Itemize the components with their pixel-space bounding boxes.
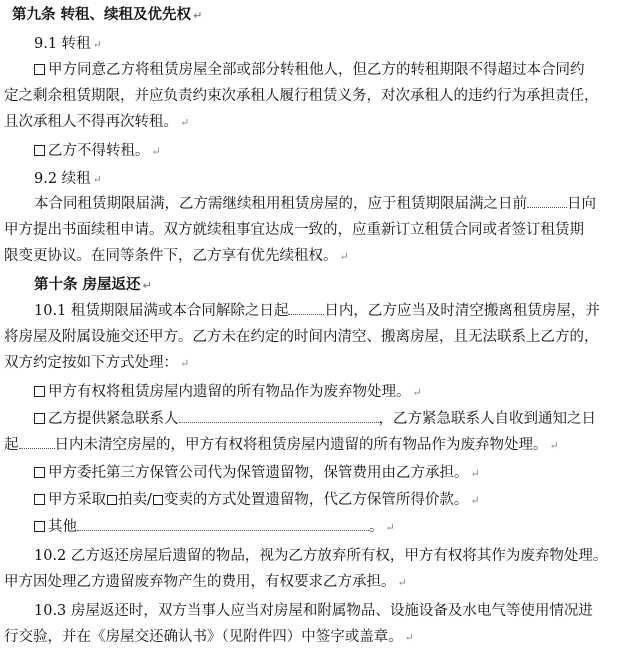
checkbox-icon[interactable] — [34, 521, 45, 532]
clause-10-option-discard: 甲方有权将租赁房屋内遗留的所有物品作为废弃物处理。 ↵ — [34, 381, 640, 404]
clause-9-1-option-deny: 乙方不得转租。 ↵ — [34, 140, 640, 163]
section-10-title: 第十条 房屋返还 ↵ — [34, 277, 152, 293]
paragraph-mark: ↵ — [92, 173, 102, 186]
checkbox-icon[interactable] — [34, 145, 45, 156]
checkbox-icon[interactable] — [34, 386, 45, 397]
section-9-title: 第九条 转租、续租及优先权 ↵ — [12, 7, 203, 23]
paragraph-mark: ↵ — [470, 467, 480, 480]
checkbox-icon[interactable] — [153, 495, 163, 505]
paragraph-mark: ↵ — [339, 250, 349, 263]
checkbox-icon[interactable] — [34, 413, 45, 424]
clause-10-3-text-end: 行交验，并在《房屋交还确认书》（见附件四）中签字或盖章。 ↵ — [4, 629, 414, 645]
checkbox-icon[interactable] — [107, 495, 117, 505]
other-blank[interactable] — [77, 516, 369, 531]
paragraph-mark: ↵ — [151, 145, 161, 158]
paragraph-mark: ↵ — [397, 576, 407, 589]
paragraph-mark: ↵ — [470, 494, 480, 507]
clause-10-1-text: 10.1 租赁期限届满或本合同解除之日起 日内，乙方应当及时清空搬离租赁房屋，并 — [34, 300, 640, 322]
clause-10-1-text-end: 双方约定按如下方式处理： ↵ — [4, 355, 190, 371]
clause-9-1-label: 9.1 转租 ↵ — [34, 36, 102, 52]
clause-10-option-contact: 乙方提供紧急联系人 ，乙方紧急联系人自收到通知之日 — [34, 408, 640, 430]
checkbox-icon[interactable] — [34, 64, 45, 75]
days-blank[interactable] — [288, 300, 324, 315]
paragraph-mark: ↵ — [404, 631, 414, 644]
clause-9-1-option-allow: 甲方同意乙方将租赁房屋全部或部分转租他人，但乙方的转租期限不得超过本合同约 — [34, 59, 640, 81]
clause-9-1-option-allow-end: 且次承租人不得再次转租。 ↵ — [4, 114, 190, 130]
paragraph-mark: ↵ — [193, 9, 203, 22]
clause-10-3-text: 10.3 房屋返还时，双方当事人应当对房屋和附属物品、设施设备及水电气等使用情况进 — [34, 603, 593, 619]
clause-10-option-custody: 甲方委托第三方保管公司代为保管遗留物，保管费用由乙方承担。 ↵ — [34, 462, 640, 485]
paragraph-mark: ↵ — [180, 357, 190, 370]
clause-9-2-text-end: 限变更协议。在同等条件下，乙方享有优先续租权。 ↵ — [4, 248, 349, 264]
paragraph-mark: ↵ — [142, 279, 152, 292]
days-blank[interactable] — [527, 193, 567, 208]
days-blank[interactable] — [19, 434, 55, 449]
clause-10-2-text: 10.2 乙方返还房屋后遗留的物品，视为乙方放弃所有权，甲方有权将其作为废弃物处理。 — [34, 548, 608, 564]
clause-9-2-text: 本合同租赁期限届满，乙方需继续租用租赁房屋的，应于租赁期限届满之日前 日向 — [34, 193, 640, 215]
paragraph-mark: ↵ — [92, 38, 102, 51]
clause-9-1-option-allow-cont: 定之剩余租赁期限，并应负责约束次承租人履行租赁义务，对次承租人的违约行为承担责任， — [4, 88, 599, 104]
clause-10-option-contact-cont: 起 日内未清空房屋的，甲方有权将租赁房屋内遗留的所有物品作为废弃物处理。 ↵ — [4, 434, 640, 457]
clause-10-2-text-end: 甲方因处理乙方遗留废弃物产生的费用，有权要求乙方承担。 ↵ — [4, 574, 407, 590]
checkbox-icon[interactable] — [34, 467, 45, 478]
paragraph-mark: ↵ — [412, 386, 422, 399]
clause-9-2-label: 9.2 续租 ↵ — [34, 171, 102, 187]
paragraph-mark: ↵ — [385, 521, 395, 534]
clause-10-1-text-cont: 将房屋及附属设施交还甲方。乙方未在约定的时间内清空、搬离房屋，且无法联系上乙方的， — [4, 329, 599, 345]
paragraph-mark: ↵ — [549, 439, 559, 452]
clause-9-2-text-cont: 甲方提出书面续租申请。双方就续租事宜达成一致的，应重新订立租赁合同或者签订租赁期 — [4, 222, 584, 238]
emergency-contact-blank[interactable] — [179, 408, 379, 423]
checkbox-icon[interactable] — [34, 494, 45, 505]
clause-10-option-other: 其他 。 ↵ — [34, 516, 640, 539]
paragraph-mark: ↵ — [180, 116, 190, 129]
clause-10-option-auction: 甲方采取 拍卖/ 变卖的方式处置遗留物，代乙方保管所得价款。 ↵ — [34, 489, 640, 512]
